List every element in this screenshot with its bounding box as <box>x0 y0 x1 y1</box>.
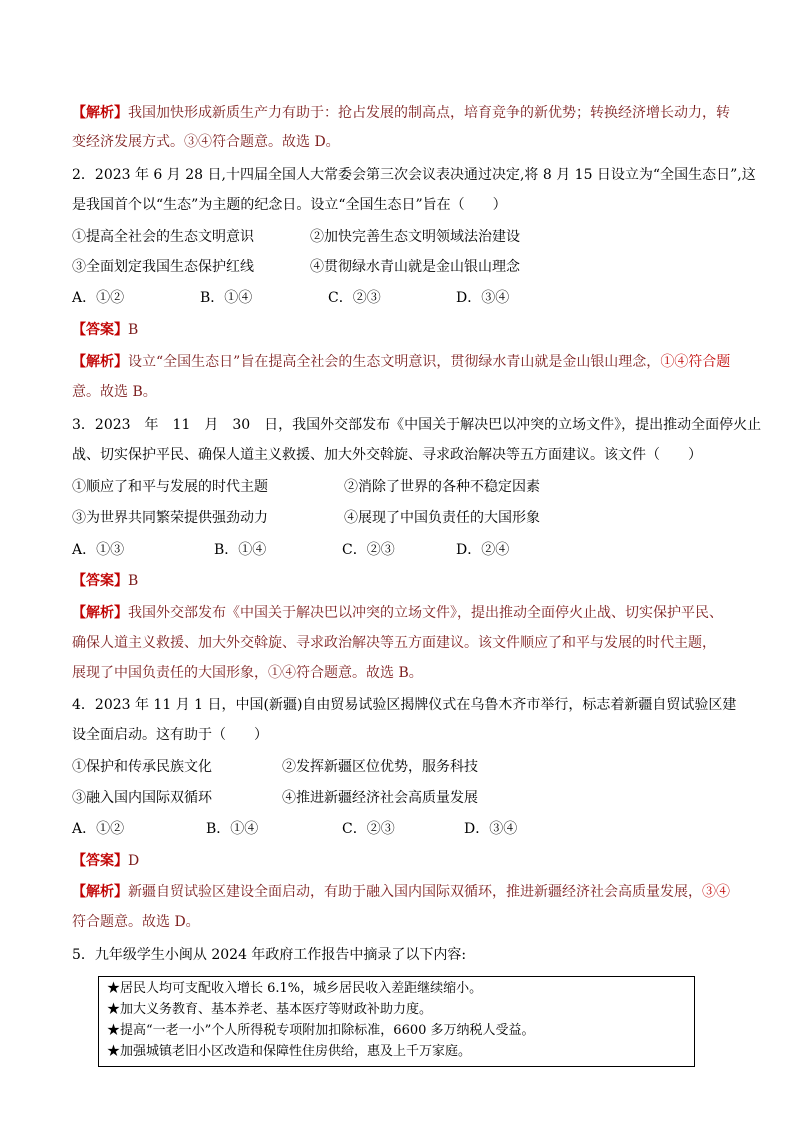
q2-option-a: A．①② <box>72 290 125 306</box>
q2-answer: 【答案】B <box>72 322 139 338</box>
q4-analysis-line2: 符合题意。故选 D。 <box>72 914 200 930</box>
q4-option-c: C．②③ <box>342 821 395 837</box>
q3-option-a: A．①③ <box>72 542 125 558</box>
q5-stem: 5．九年级学生小闽从 2024 年政府工作报告中摘录了以下内容: <box>72 947 467 963</box>
q3-option-b: B．①④ <box>214 542 267 558</box>
q3-stem-line1: 3．2023 年 11 月 30 日，我国外交部发布《中国关于解决巴以冲突的立场文件》，提出推动全面停火止 <box>72 417 762 433</box>
q5-box-item-1: ★居民人均可支配收入增长 6.1%，城乡居民收入差距继续缩小。 <box>107 981 483 996</box>
q2-statement-3: ③全面划定我国生态保护红线 <box>72 259 254 275</box>
q3-statement-2: ②消除了世界的各种不稳定因素 <box>344 479 540 495</box>
q5-box-item-3: ★提高“一老一小”个人所得税专项附加扣除标准，6600 多万纳税人受益。 <box>107 1023 535 1038</box>
q2-statement-2: ②加快完善生态文明领域法治建设 <box>310 229 520 245</box>
q1-analysis-line1: 【解析】我国加快形成新质生产力有助于：抢占发展的制高点，培育竞争的新优势；转换经济增长动力，转 <box>72 105 730 121</box>
q3-option-c: C．②③ <box>342 542 395 558</box>
q2-stem-line2: 是我国首个以“生态”为主题的纪念日。设立“全国生态日”旨在（ ） <box>72 197 507 213</box>
q2-option-c: C．②③ <box>328 290 381 306</box>
q3-analysis-line2: 确保人道主义救援、加大外交斡旋、寻求政治解决等五方面建议。该文件顺应了和平与发展的时代主题， <box>72 635 716 651</box>
q4-stem-line2: 设全面启动。这有助于（ ） <box>72 727 268 743</box>
q4-stem-line1: 4．2023 年 11 月 1 日，中国(新疆)自由贸易试验区揭牌仪式在乌鲁木齐市举行，标志着新疆自贸试验区建 <box>72 697 737 713</box>
q4-option-b: B．①④ <box>206 821 259 837</box>
q2-option-b: B．①④ <box>200 290 253 306</box>
q2-analysis-line1: 【解析】设立“全国生态日”旨在提高全社会的生态文明意识，贯彻绿水青山就是金山银山理念，①④符合题 <box>72 354 731 370</box>
q3-option-d: D．②④ <box>456 542 510 558</box>
q4-analysis-line1: 【解析】新疆自贸试验区建设全面启动，有助于融入国内国际双循环，推进新疆经济社会高质量发展，③④ <box>72 884 730 900</box>
q3-answer: 【答案】B <box>72 573 139 589</box>
q2-statement-4: ④贯彻绿水青山就是金山银山理念 <box>310 259 520 275</box>
q1-analysis-line2: 变经济发展方式。③④符合题意。故选 D。 <box>72 134 340 150</box>
q3-statement-4: ④展现了中国负责任的大国形象 <box>344 510 540 526</box>
q4-answer: 【答案】D <box>72 853 140 869</box>
q4-statement-3: ③融入国内国际双循环 <box>72 790 212 806</box>
q2-stem-line1: 2．2023 年 6 月 28 日,十四届全国人大常委会第三次会议表决通过决定,将 8 月 15 日设立为“全国生态日”,这 <box>72 167 756 183</box>
q5-excerpt-box <box>98 976 695 1067</box>
q2-option-d: D．③④ <box>456 290 510 306</box>
q3-statement-3: ③为世界共同繁荣提供强劲动力 <box>72 510 268 526</box>
q2-analysis-line2: 意。故选 B。 <box>72 384 157 400</box>
q3-statement-1: ①顺应了和平与发展的时代主题 <box>72 479 268 495</box>
q5-box-item-4: ★加强城镇老旧小区改造和保障性住房供给，惠及上千万家庭。 <box>107 1044 472 1059</box>
q3-analysis-line3: 展现了中国负责任的大国形象，①④符合题意。故选 B。 <box>72 665 423 681</box>
q2-statement-1: ①提高全社会的生态文明意识 <box>72 229 254 245</box>
q4-statement-4: ④推进新疆经济社会高质量发展 <box>282 790 478 806</box>
q3-stem-line2: 战、切实保护平民、确保人道主义救援、加大外交斡旋、寻求政治解决等五方面建议。该文件（ ） <box>72 447 702 463</box>
q4-statement-2: ②发挥新疆区位优势，服务科技 <box>282 759 478 775</box>
q4-option-a: A．①② <box>72 821 125 837</box>
q4-option-d: D．③④ <box>464 821 518 837</box>
analysis-tag: 【解析】 <box>72 105 128 121</box>
q3-analysis-line1: 【解析】我国外交部发布《中国关于解决巴以冲突的立场文件》，提出推动全面停火止战、切实保护平民、 <box>72 605 723 621</box>
q5-box-item-2: ★加大义务教育、基本养老、基本医疗等财政补助力度。 <box>107 1002 433 1017</box>
q4-statement-1: ①保护和传承民族文化 <box>72 759 212 775</box>
